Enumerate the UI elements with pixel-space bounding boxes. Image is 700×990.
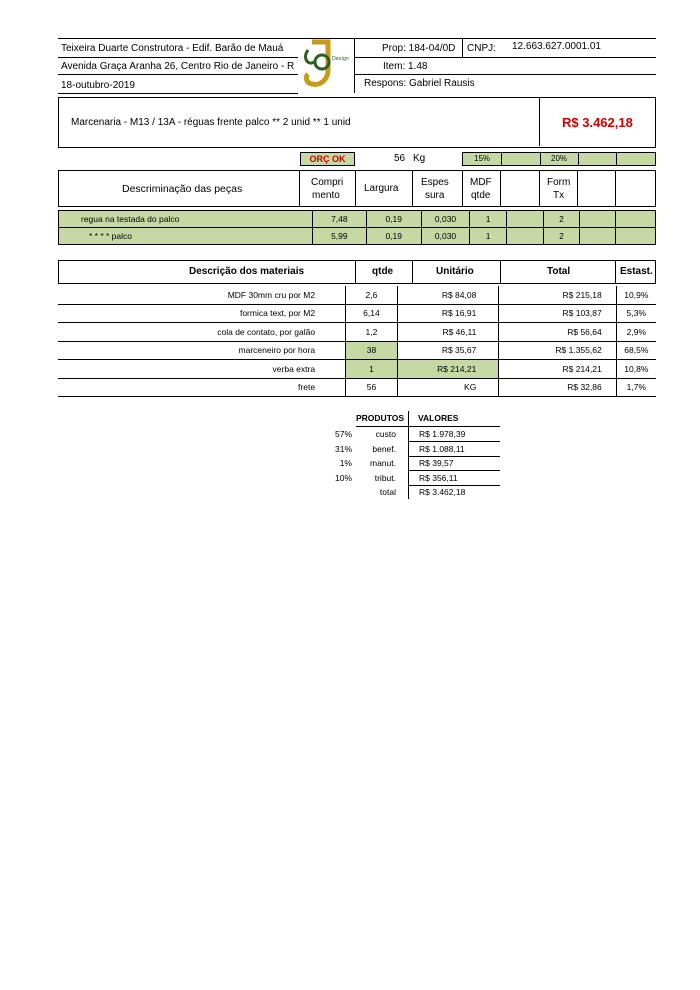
material-qty: 6,14	[346, 304, 398, 323]
product-value: R$ 39,57	[419, 458, 454, 468]
material-share: 10,9%	[616, 286, 656, 304]
material-row	[58, 341, 656, 360]
cnpj-label: CNPJ:	[467, 43, 496, 54]
product-name: manut.	[370, 458, 396, 468]
material-description: frete	[58, 378, 346, 397]
piece-description: * * * * palco	[59, 228, 313, 245]
document-date: 18-outubro-2019	[61, 80, 135, 91]
col-descriminacao: Descriminação das peças	[122, 183, 243, 195]
material-total: R$ 214,21	[499, 360, 616, 379]
materials-table	[58, 286, 656, 397]
piece-empty	[616, 211, 656, 228]
col-form-2: Tx	[553, 190, 565, 201]
weight-unit: Kg	[413, 153, 426, 164]
product-percent: 57%	[334, 429, 352, 439]
valores-header: VALORES	[418, 413, 459, 423]
col-espessura-1: Espes	[421, 177, 449, 188]
col-form-1: Form	[547, 177, 571, 188]
material-share: 1,7%	[616, 378, 656, 397]
material-total: R$ 215,18	[499, 286, 616, 304]
piece-width: 0,19	[366, 211, 421, 228]
piece-thickness: 0,030	[421, 211, 470, 228]
material-share: 5,3%	[616, 304, 656, 323]
item-number: Item: 1.48	[383, 61, 428, 72]
piece-width: 0,19	[366, 228, 421, 245]
material-qty: 1	[346, 360, 398, 379]
piece-form: 2	[543, 228, 579, 245]
material-row	[58, 304, 656, 323]
material-unit-price: R$ 214,21	[397, 360, 498, 379]
material-row	[58, 360, 656, 379]
pieces-table	[58, 210, 656, 245]
material-unit-price: R$ 35,67	[397, 341, 498, 360]
product-row	[330, 485, 500, 499]
job-description: Marcenaria - M13 / 13A - réguas frente palco ** 2 unid ** 1 unid	[71, 117, 351, 128]
col-comprimento-1: Compri	[311, 177, 344, 188]
material-description: marceneiro por hora	[58, 341, 346, 360]
col-espessura-2: sura	[425, 190, 445, 201]
piece-empty	[616, 228, 656, 245]
material-qty: 2,6	[346, 286, 398, 304]
materials-header	[58, 260, 656, 284]
percent-20: 20%	[551, 154, 568, 163]
cnpj-value: 12.663.627.0001.01	[512, 41, 601, 52]
product-row	[330, 427, 500, 441]
col-qtde: qtde	[372, 266, 394, 277]
percent-15: 15%	[474, 154, 491, 163]
material-description: MDF 30mm cru por M2	[58, 286, 346, 304]
col-mdf-1: MDF	[470, 177, 492, 188]
col-mdf-2: qtde	[471, 190, 491, 201]
pieces-header	[58, 170, 656, 207]
product-percent: 31%	[334, 443, 352, 454]
piece-empty	[580, 228, 616, 245]
product-name: tribut.	[374, 472, 396, 483]
piece-empty	[580, 211, 616, 228]
piece-length: 7,48	[312, 211, 366, 228]
material-total: R$ 56,64	[499, 323, 616, 342]
product-row	[330, 471, 500, 485]
piece-mdf-qty: 1	[470, 228, 506, 245]
material-unit-price: R$ 46,11	[397, 323, 498, 342]
piece-mdf-qty: 1	[470, 211, 506, 228]
product-value: R$ 1.088,11	[419, 443, 465, 454]
product-percent: 10%	[334, 472, 352, 483]
piece-row	[59, 211, 656, 228]
material-description: verba extra	[58, 360, 346, 379]
material-qty: 38	[346, 341, 398, 360]
col-descricao-materiais: Descrição dos materiais	[189, 266, 305, 277]
piece-row	[59, 228, 656, 245]
product-name: benef.	[372, 443, 396, 454]
product-value: R$ 356,11	[419, 472, 458, 483]
col-total: Total	[547, 266, 571, 277]
product-percent: 1%	[339, 458, 352, 468]
company-name: Teixeira Duarte Construtora - Edif. Barão de Mauá	[61, 43, 284, 54]
company-logo	[298, 36, 354, 92]
products-summary	[330, 408, 500, 500]
material-row	[58, 286, 656, 304]
total-price: R$ 3.462,18	[562, 115, 633, 130]
orc-ok-badge: ORÇ OK	[300, 152, 355, 166]
col-comprimento-2: mento	[312, 190, 340, 201]
piece-thickness: 0,030	[421, 228, 470, 245]
product-row	[330, 456, 500, 470]
material-total: R$ 1.355,62	[499, 341, 616, 360]
col-unitario: Unitário	[436, 266, 474, 277]
material-description: formica text, por M2	[58, 304, 346, 323]
material-qty: 56	[346, 378, 398, 397]
piece-length: 5,99	[312, 228, 366, 245]
material-share: 2,9%	[616, 323, 656, 342]
piece-form: 2	[543, 211, 579, 228]
col-largura: Largura	[364, 183, 399, 194]
material-total: R$ 103,87	[499, 304, 616, 323]
material-row	[58, 378, 656, 397]
material-total: R$ 32,86	[499, 378, 616, 397]
produtos-header: PRODUTOS	[356, 413, 405, 423]
piece-description: regua na testada do palco	[59, 211, 313, 228]
responsible: Respons: Gabriel Rausis	[364, 78, 475, 89]
material-unit-price: KG	[397, 378, 498, 397]
product-name: total	[379, 487, 396, 497]
material-qty: 1,2	[346, 323, 398, 342]
svg-text:Design: Design	[332, 56, 350, 62]
material-row	[58, 323, 656, 342]
product-value: R$ 3.462,18	[419, 487, 466, 497]
material-unit-price: R$ 16,91	[397, 304, 498, 323]
material-share: 10,8%	[616, 360, 656, 379]
weight-value: 56	[394, 153, 406, 164]
percent-strip	[462, 152, 656, 166]
proposal-number: Prop: 184-04/0D	[382, 43, 456, 54]
product-value: R$ 1.978,39	[419, 429, 466, 439]
material-unit-price: R$ 84,08	[397, 286, 498, 304]
material-share: 68,5%	[616, 341, 656, 360]
col-estatistica: Estast.	[620, 266, 653, 277]
company-address: Avenida Graça Aranha 26, Centro Rio de Janeiro - R	[61, 61, 295, 72]
product-row	[330, 442, 500, 456]
product-name: custo	[375, 429, 396, 439]
piece-empty	[506, 228, 543, 245]
material-description: cola de contato, por galão	[58, 323, 346, 342]
piece-empty	[506, 211, 543, 228]
summary-box	[58, 97, 656, 148]
